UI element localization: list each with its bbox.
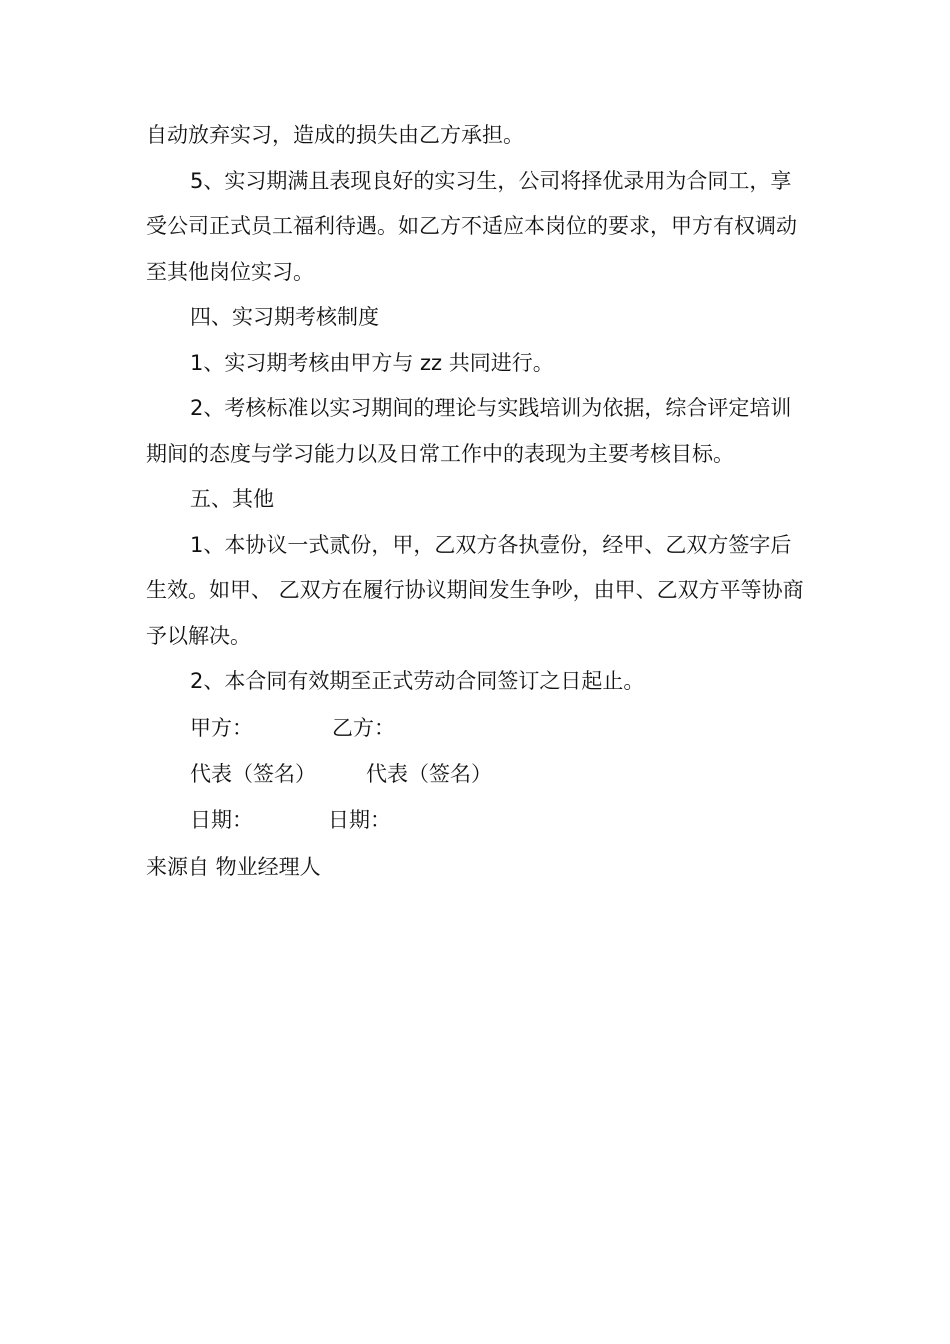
rep-b-label: 代表（签名）: [366, 761, 492, 786]
paragraph-assessment-1: 1、实习期考核由甲方与 zz 共同进行。: [190, 350, 554, 375]
signature-rep-row: [146, 751, 808, 797]
section-heading-4: 四、实习期考核制度: [190, 305, 379, 329]
source-note: 来源自 物业经理人: [146, 854, 321, 879]
party-b-label: 乙方：: [332, 715, 395, 740]
date-a-label: 日期：: [190, 807, 253, 832]
paragraph-clause-5: 5、实习期满且表现良好的实习生，公司将择优录用为合同工，享受公司正式员工福利待遇。如乙方不适应本岗位的要求，甲方有权调动至其他岗位实习。: [146, 168, 797, 284]
section-heading-5: 五、其他: [190, 487, 274, 511]
paragraph-other-2: 2、本合同有效期至正式劳动合同签订之日起止。: [190, 669, 645, 693]
party-a-label: 甲方：: [190, 715, 253, 740]
paragraph-other-1: 1、本协议一式贰份，甲，乙双方各执壹份，经甲、乙双方签字后生效。如甲、 乙双方在履行协议期间发生争吵，由甲、乙双方平等协商予以解决。: [146, 532, 804, 648]
date-b-label: 日期：: [328, 807, 391, 832]
rep-a-label: 代表（签名）: [190, 761, 316, 786]
paragraph-assessment-2: 2、考核标准以实习期间的理论与实践培训为依据，综合评定培训期间的态度与学习能力以及日常工作中的表现为主要考核目标。: [146, 396, 792, 466]
signature-date-row: [146, 797, 808, 843]
signature-party-row: [146, 705, 808, 751]
document-body: [146, 113, 808, 891]
paragraph-continuation: 自动放弃实习，造成的损失由乙方承担。: [146, 123, 524, 147]
